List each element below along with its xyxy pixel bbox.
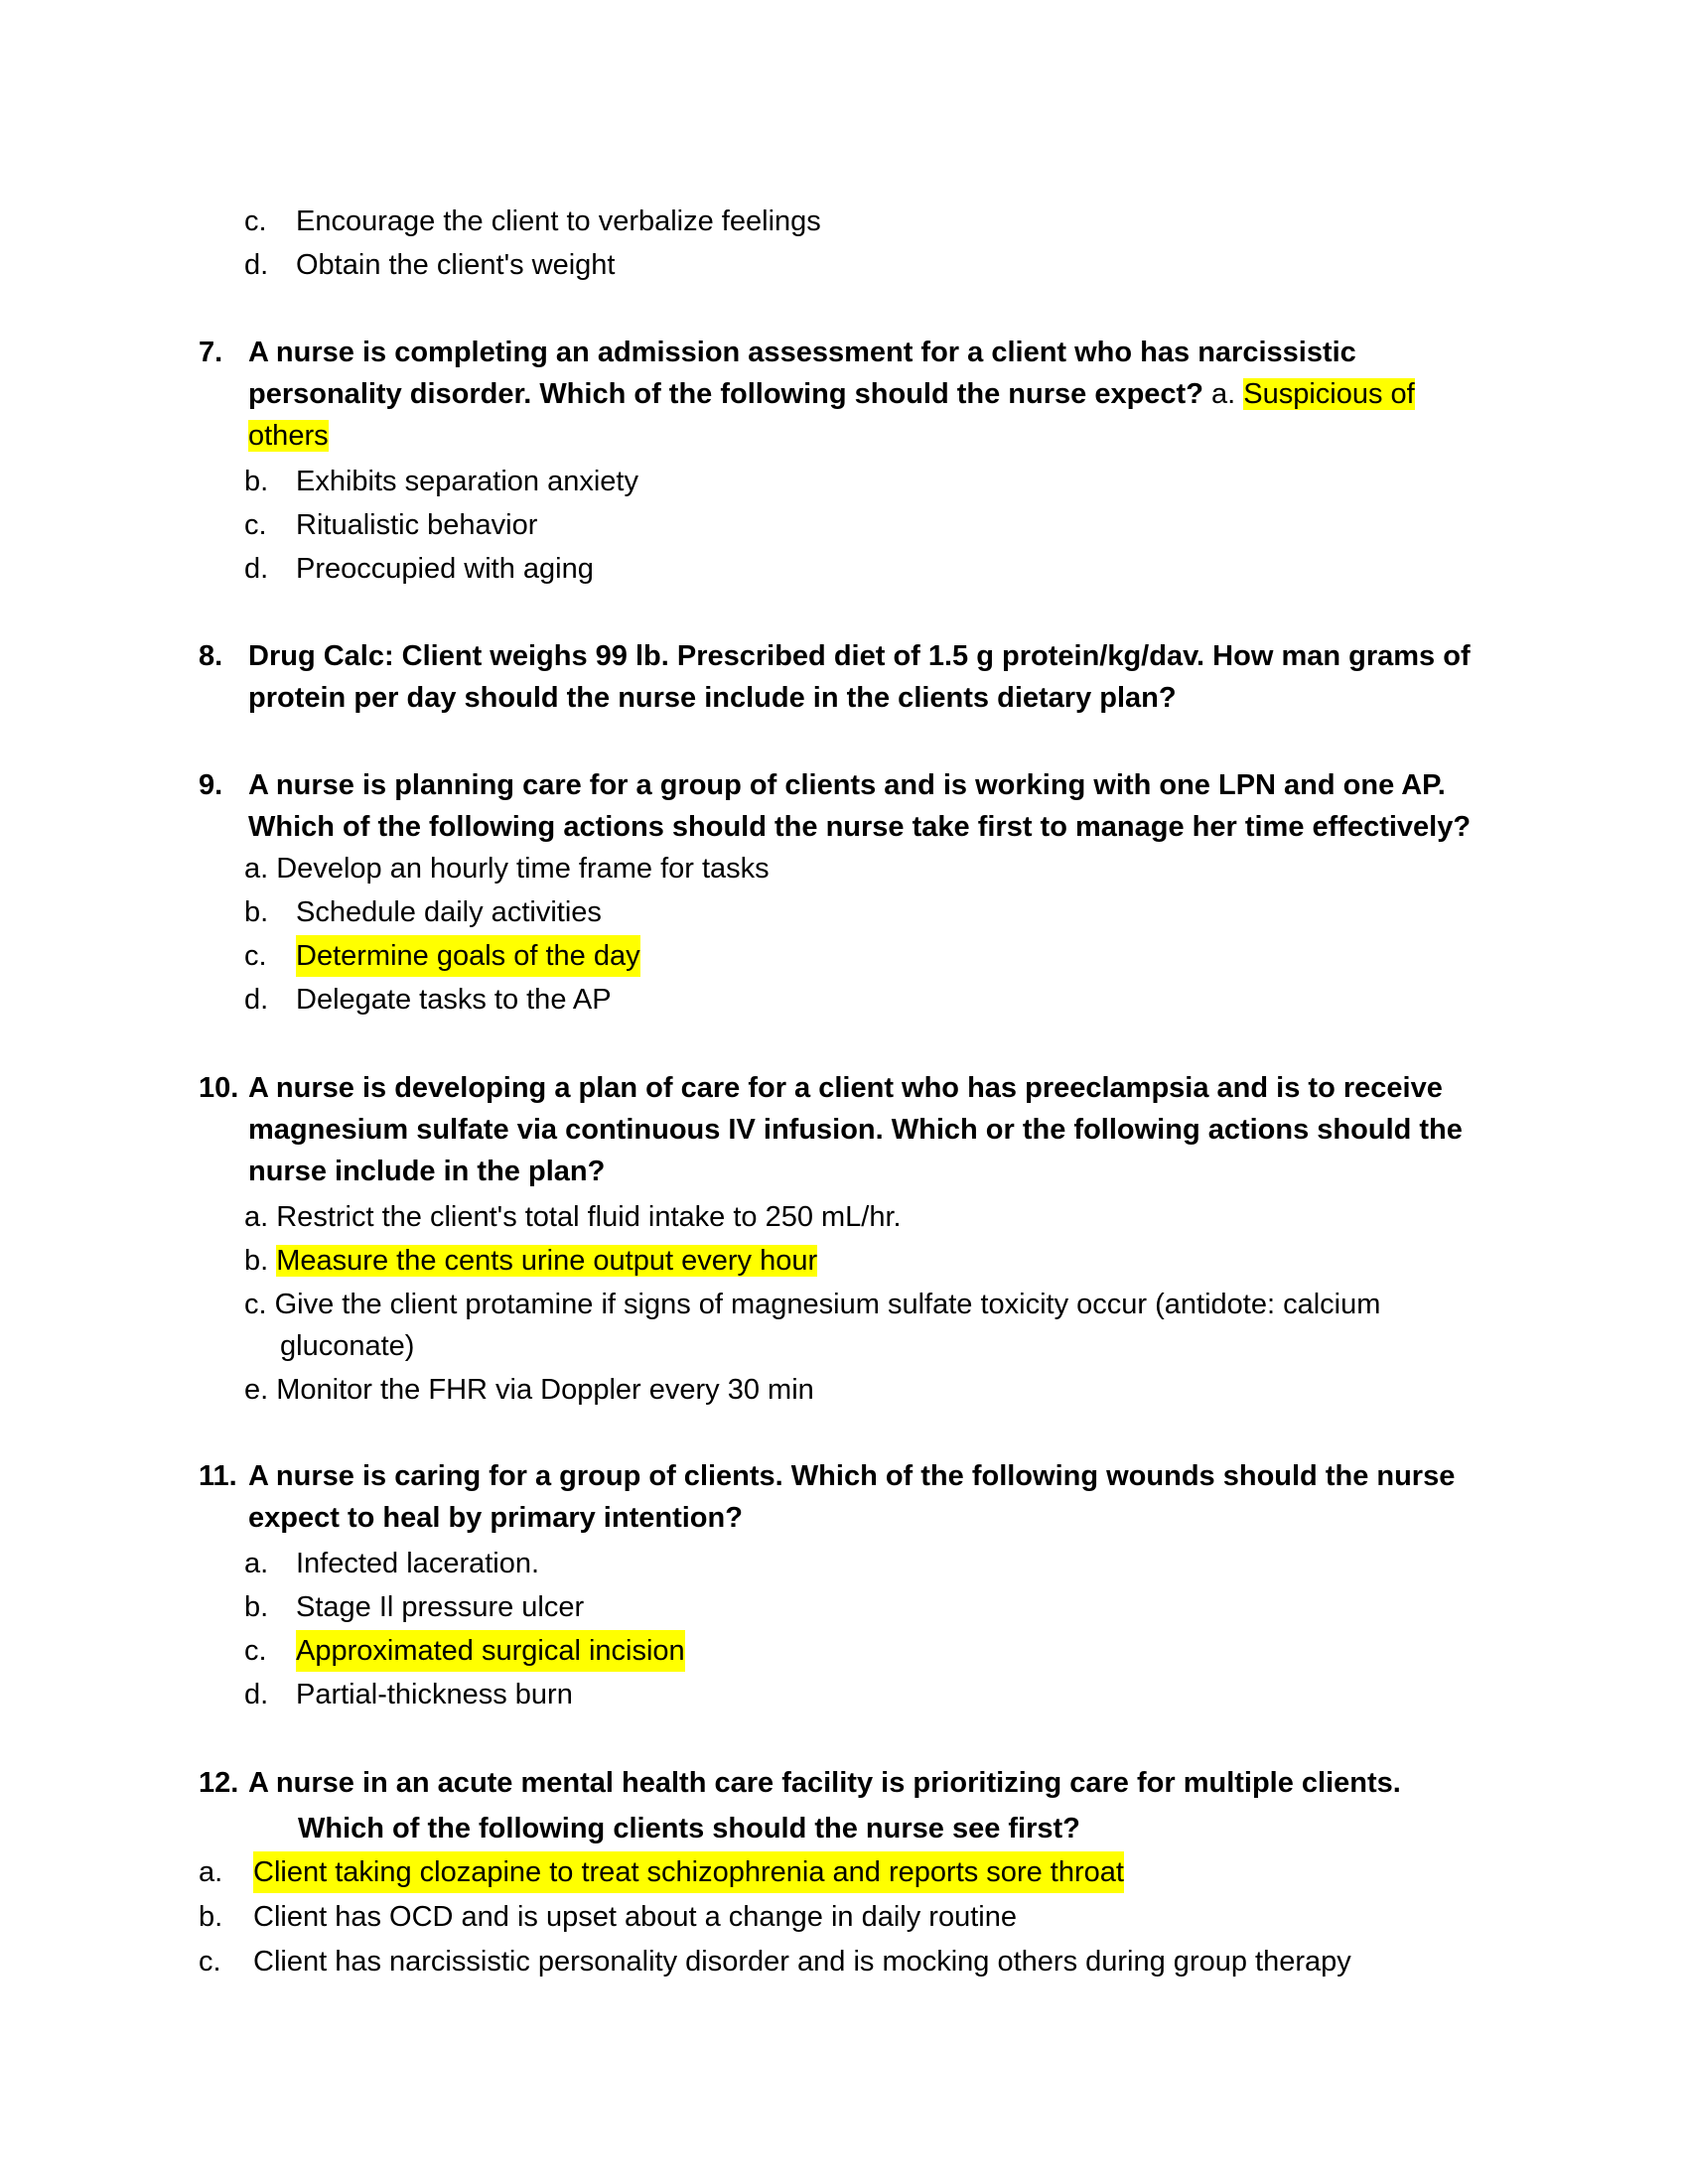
question-stem	[0, 764, 1688, 848]
option-row	[0, 201, 1688, 244]
option-row	[0, 1369, 1688, 1411]
option-row	[0, 891, 1688, 935]
option-letter: d.	[244, 553, 269, 585]
option-row	[0, 548, 1688, 592]
highlighted-answer: Suspicious of	[1243, 378, 1415, 410]
highlighted-answer: Determine goals of the day	[296, 935, 640, 977]
option-letter: d.	[244, 249, 269, 281]
question-text: A nurse is developing a plan of care for a client who has preeclampsia and is to receive magnesium sulfate via continuous IV infusion. Which or the following actions should the nurse include in the plan?	[248, 1072, 1463, 1187]
highlighted-answer-continued: others	[248, 420, 329, 452]
question-stem	[0, 635, 1688, 719]
option-letter: c.	[244, 205, 267, 237]
option-letter: b.	[244, 1591, 269, 1623]
option-row	[0, 979, 1688, 1023]
option-letter: a.	[244, 1548, 269, 1579]
highlighted-answer: Measure the cents urine output every hour	[276, 1245, 818, 1277]
question-text: A nurse in an acute mental health care facility is prioritizing care for multiple clients.	[248, 1767, 1401, 1799]
option-text: Obtain the client's weight	[296, 249, 616, 281]
option-row	[0, 504, 1688, 548]
option-letter: b.	[244, 466, 269, 497]
option-row	[0, 244, 1688, 288]
question-number: 9.	[199, 769, 223, 801]
question-stem	[0, 1067, 1688, 1192]
option-row	[0, 461, 1688, 504]
question-text-continued: Which of the following clients should the nurse see first?	[298, 1813, 1080, 1844]
question-10	[0, 1067, 1688, 1411]
option-text: a. Restrict the client's total fluid intake to 250 mL/hr.	[244, 1201, 902, 1233]
question-11	[0, 1455, 1688, 1717]
option-row	[0, 1543, 1688, 1586]
option-letter: d.	[244, 1679, 269, 1710]
option-letter: b.	[199, 1901, 223, 1933]
question-stem	[0, 1762, 1688, 1849]
option-row	[0, 935, 1688, 979]
option-letter: c.	[199, 1946, 221, 1978]
question-text: A nurse is planning care for a group of clients and is working with one LPN and one AP. Which of the following actions should the nurse take first to manage her time effectively?	[248, 769, 1472, 843]
option-text-continued: gluconate)	[280, 1330, 415, 1362]
option-text: a. Develop an hourly time frame for tasks	[244, 853, 770, 885]
option-row	[0, 1196, 1688, 1238]
option-letter: d.	[244, 984, 269, 1016]
option-text: Delegate tasks to the AP	[296, 984, 612, 1016]
question-stem	[0, 332, 1688, 457]
option-row	[0, 1674, 1688, 1717]
option-row	[0, 1240, 1688, 1282]
option-row	[0, 1284, 1688, 1367]
question-text: Drug Calc: Client weighs 99 lb. Prescribed diet of 1.5 g protein/kg/dav. How man grams of protein per day should the nurse include in the clients dietary plan?	[248, 640, 1471, 714]
highlighted-answer: Approximated surgical incision	[296, 1630, 685, 1672]
option-text: Client has narcissistic personality disorder and is mocking others during group therapy	[253, 1946, 1351, 1978]
option-text: Infected laceration.	[296, 1548, 540, 1579]
question-number: 11.	[199, 1460, 237, 1492]
question-text	[248, 332, 1489, 457]
question-number: 10.	[199, 1072, 239, 1104]
option-text: Exhibits separation anxiety	[296, 466, 638, 497]
question-8	[0, 635, 1688, 719]
inline-option-letter: a.	[1211, 378, 1236, 410]
question-number: 12.	[199, 1767, 239, 1799]
option-letter: a.	[199, 1856, 223, 1888]
option-text: Stage Il pressure ulcer	[296, 1591, 585, 1623]
option-row	[0, 1896, 1688, 1941]
question-stem	[0, 1455, 1688, 1539]
option-row	[0, 1630, 1688, 1674]
option-text: Client has OCD and is upset about a change in daily routine	[253, 1901, 1017, 1933]
option-text: c. Give the client protamine if signs of magnesium sulfate toxicity occur (antidote: calcium	[244, 1289, 1381, 1320]
question-7	[0, 332, 1688, 592]
option-text: Encourage the client to verbalize feelings	[296, 205, 821, 237]
question-9	[0, 764, 1688, 1023]
option-text-wrapper	[244, 1240, 1495, 1282]
highlighted-answer: Client taking clozapine to treat schizophrenia and reports sore throat	[253, 1851, 1124, 1893]
question-number: 8.	[199, 640, 223, 672]
option-row	[0, 848, 1688, 889]
previous-question-options	[0, 201, 1688, 288]
option-letter: b.	[244, 1245, 269, 1277]
option-text: Schedule daily activities	[296, 896, 602, 928]
question-text: A nurse is caring for a group of clients. Which of the following wounds should the nurse expect to heal by primary intention?	[248, 1460, 1456, 1534]
option-row	[0, 1941, 1688, 1985]
option-text: Preoccupied with aging	[296, 553, 594, 585]
option-letter: c.	[244, 509, 267, 541]
option-letter: c.	[244, 940, 267, 972]
option-row	[0, 1586, 1688, 1630]
option-text: Partial-thickness burn	[296, 1679, 573, 1710]
question-12	[0, 1762, 1688, 1985]
question-text-body: A nurse is completing an admission assessment for a client who has narcissistic personality disorder. Which of the following should the nurse expect?	[248, 337, 1356, 410]
option-letter: b.	[244, 896, 269, 928]
option-row	[0, 1851, 1688, 1896]
question-number: 7.	[199, 337, 223, 368]
option-text: Ritualistic behavior	[296, 509, 538, 541]
option-letter: c.	[244, 1635, 267, 1667]
option-text: e. Monitor the FHR via Doppler every 30 min	[244, 1374, 814, 1406]
